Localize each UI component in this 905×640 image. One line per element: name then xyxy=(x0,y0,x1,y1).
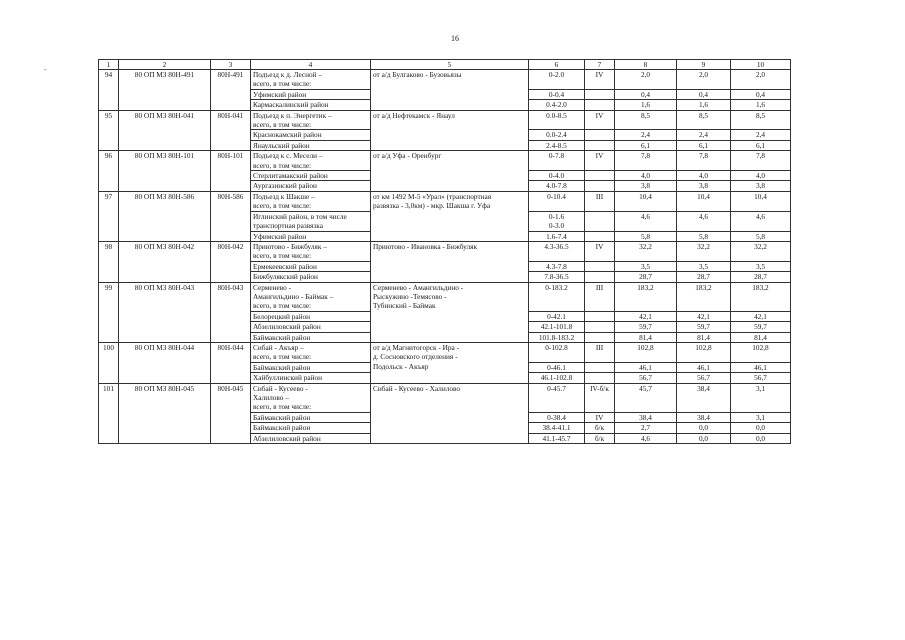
km-range: 0.0-8.5 xyxy=(529,110,585,130)
length-value: 4,6 xyxy=(731,211,791,231)
km-range: 38.4-41.1 xyxy=(529,423,585,433)
length-value: 2,4 xyxy=(677,130,731,140)
km-range: 0.0-2.4 xyxy=(529,130,585,140)
km-range: 0-183.2 xyxy=(529,282,585,311)
length-value: 46,1 xyxy=(615,362,677,372)
length-value: 4,0 xyxy=(615,171,677,181)
length-value: 0,4 xyxy=(677,89,731,99)
road-category: III xyxy=(585,191,615,211)
district-name: Абзелиловский район xyxy=(251,322,371,332)
route-description: от км 1492 М-5 «Урал» (транспортная развязка - 3,0км) - мкр. Шакша г. Уфа xyxy=(371,191,529,241)
km-range: 4.0-7.8 xyxy=(529,181,585,191)
length-value: 0,0 xyxy=(731,433,791,443)
road-code: 80Н-041 xyxy=(211,110,251,151)
length-value: 183,2 xyxy=(731,282,791,311)
length-value: 3,8 xyxy=(615,181,677,191)
road-category: IV xyxy=(585,412,615,422)
table-row xyxy=(99,151,791,171)
road-code: 80Н-045 xyxy=(211,383,251,443)
length-value: 4,0 xyxy=(677,171,731,181)
length-value: 56,7 xyxy=(677,373,731,383)
road-category: б/к xyxy=(585,433,615,443)
length-value: 32,2 xyxy=(615,241,677,261)
registration-number: 80 ОП МЗ 80Н-043 xyxy=(119,282,211,342)
length-value: 1,6 xyxy=(615,100,677,110)
table-row xyxy=(99,342,791,362)
length-value: 8,5 xyxy=(731,110,791,130)
road-category xyxy=(585,140,615,150)
road-name: Приютово - Бижбуляк – всего, в том числе: xyxy=(251,241,371,261)
length-value: 4,6 xyxy=(677,211,731,231)
length-value: 7,8 xyxy=(677,151,731,171)
length-value: 2,4 xyxy=(615,130,677,140)
length-value: 10,4 xyxy=(677,191,731,211)
district-name: Уфимский район xyxy=(251,231,371,241)
header-cell: 3 xyxy=(211,60,251,70)
length-value: 42,1 xyxy=(677,311,731,321)
km-range: 0-38.4 xyxy=(529,412,585,422)
length-value: 1,6 xyxy=(677,100,731,110)
registration-number: 80 ОП МЗ 80Н-042 xyxy=(119,241,211,282)
road-category xyxy=(585,311,615,321)
length-value: 3,5 xyxy=(615,261,677,271)
route-description: от а/д Уфа - Оренбург xyxy=(371,151,529,192)
table-row xyxy=(99,241,791,261)
route-description: Серменево - Амангильдино - Рыскужино -Темясово - Тубинский - Баймак xyxy=(371,282,529,342)
length-value: 3,8 xyxy=(731,181,791,191)
header-cell: 9 xyxy=(677,60,731,70)
length-value: 38,4 xyxy=(615,412,677,422)
district-name: Баймакский район xyxy=(251,332,371,342)
length-value: 0,4 xyxy=(731,89,791,99)
road-category xyxy=(585,362,615,372)
header-cell: 5 xyxy=(371,60,529,70)
table-row xyxy=(99,70,791,90)
km-range: 7.8-36.5 xyxy=(529,272,585,282)
row-number: 94 xyxy=(99,70,119,111)
road-name: Подъезд к д. Лесной – всего, в том числе: xyxy=(251,70,371,90)
district-name: Стерлитамакский район xyxy=(251,171,371,181)
km-range: 2.4-8.5 xyxy=(529,140,585,150)
row-number: 95 xyxy=(99,110,119,151)
road-code: 80Н-586 xyxy=(211,191,251,241)
route-description: Приютово - Ивановка - Бижбуляк xyxy=(371,241,529,282)
route-description: Сибай - Кусеево - Халилово xyxy=(371,383,529,443)
registration-number: 80 ОП МЗ 80Н-101 xyxy=(119,151,211,192)
length-value: 32,2 xyxy=(731,241,791,261)
km-range: 42.1-101.8 xyxy=(529,322,585,332)
km-range: 0-10.4 xyxy=(529,191,585,211)
km-range: 0-45.7 xyxy=(529,383,585,412)
road-code: 80Н-491 xyxy=(211,70,251,111)
length-value: 8,5 xyxy=(677,110,731,130)
length-value: 42,1 xyxy=(731,311,791,321)
road-code: 80Н-043 xyxy=(211,282,251,342)
route-description: от а/д Булгаково - Бузовьязы xyxy=(371,70,529,111)
length-value: 38,4 xyxy=(677,412,731,422)
length-value: 10,4 xyxy=(615,191,677,211)
district-name: Баймакский район xyxy=(251,423,371,433)
length-value: 3,8 xyxy=(677,181,731,191)
length-value: 0,0 xyxy=(677,433,731,443)
length-value: 7,8 xyxy=(615,151,677,171)
road-category xyxy=(585,100,615,110)
length-value: 2,4 xyxy=(731,130,791,140)
km-range: 0-1.6 0-3.0 xyxy=(529,211,585,231)
road-name: Серменево - Амангильдино - Баймак – всего, в том числе: xyxy=(251,282,371,311)
row-number: 96 xyxy=(99,151,119,192)
length-value: 102,8 xyxy=(731,342,791,362)
length-value: 102,8 xyxy=(615,342,677,362)
road-category: III xyxy=(585,342,615,362)
road-code: 80Н-044 xyxy=(211,342,251,383)
row-number: 101 xyxy=(99,383,119,443)
length-value: 0,4 xyxy=(615,89,677,99)
district-name: Баймакский район xyxy=(251,362,371,372)
length-value: 4,6 xyxy=(615,433,677,443)
road-category xyxy=(585,272,615,282)
district-name: Аургазинский район xyxy=(251,181,371,191)
road-name: Сибай - Кусеево - Халилово – всего, в том числе: xyxy=(251,383,371,412)
length-value: 59,7 xyxy=(677,322,731,332)
road-category xyxy=(585,89,615,99)
district-name: Белорецкий район xyxy=(251,311,371,321)
length-value: 2,0 xyxy=(731,70,791,90)
row-number: 98 xyxy=(99,241,119,282)
road-category: IV xyxy=(585,70,615,90)
district-name: Иглинский район, в том числе транспортная развязка xyxy=(251,211,371,231)
district-name: Уфимский район xyxy=(251,89,371,99)
row-number: 99 xyxy=(99,282,119,342)
district-name: Баймакский район xyxy=(251,412,371,422)
road-category xyxy=(585,181,615,191)
km-range: 0.4-2.0 xyxy=(529,100,585,110)
road-code: 80Н-101 xyxy=(211,151,251,192)
length-value: 2,0 xyxy=(677,70,731,90)
header-cell: 6 xyxy=(529,60,585,70)
km-range: 0-2.0 xyxy=(529,70,585,90)
road-name: Подъезд к п. Энергетик – всего, в том числе: xyxy=(251,110,371,130)
road-category: IV xyxy=(585,241,615,261)
length-value: 6,1 xyxy=(731,140,791,150)
length-value: 56,7 xyxy=(615,373,677,383)
row-number: 97 xyxy=(99,191,119,241)
km-range: 1.6-7.4 xyxy=(529,231,585,241)
km-range: 0-4.0 xyxy=(529,171,585,181)
length-value: 2,0 xyxy=(615,70,677,90)
km-range: 0-46.1 xyxy=(529,362,585,372)
road-name: Подъезд к с. Месели – всего, в том числе: xyxy=(251,151,371,171)
length-value: 59,7 xyxy=(731,322,791,332)
length-value: 6,1 xyxy=(677,140,731,150)
header-cell: 2 xyxy=(119,60,211,70)
header-row xyxy=(99,60,791,70)
length-value: 81,4 xyxy=(677,332,731,342)
district-name: Ермекеевский район xyxy=(251,261,371,271)
length-value: 81,4 xyxy=(615,332,677,342)
length-value: 3,1 xyxy=(731,412,791,422)
stray-mark: - xyxy=(44,65,47,74)
km-range: 0-102.8 xyxy=(529,342,585,362)
registration-number: 80 ОП МЗ 80Н-045 xyxy=(119,383,211,443)
road-name: Подъезд к Шакше – всего, в том числе: xyxy=(251,191,371,211)
length-value: 32,2 xyxy=(677,241,731,261)
length-value: 5,8 xyxy=(677,231,731,241)
header-cell: 7 xyxy=(585,60,615,70)
road-name: Сибай - Акъяр – всего, в том числе: xyxy=(251,342,371,362)
length-value: 10,4 xyxy=(731,191,791,211)
length-value: 0,0 xyxy=(677,423,731,433)
registration-number: 80 ОП МЗ 80Н-041 xyxy=(119,110,211,151)
km-range: 0-0.4 xyxy=(529,89,585,99)
district-name: Бижбулякский район xyxy=(251,272,371,282)
length-value: 8,5 xyxy=(615,110,677,130)
road-category xyxy=(585,130,615,140)
length-value: 81,4 xyxy=(731,332,791,342)
length-value: 6,1 xyxy=(615,140,677,150)
length-value: 46,1 xyxy=(731,362,791,372)
length-value: 59,7 xyxy=(615,322,677,332)
km-range: 4.3-7.8 xyxy=(529,261,585,271)
km-range: 4.3-36.5 xyxy=(529,241,585,261)
length-value: 38,4 xyxy=(677,383,731,412)
route-description: от а/д Нефтекамск - Янаул xyxy=(371,110,529,151)
page-number: 16 xyxy=(451,34,459,43)
registration-number: 80 ОП МЗ 80Н-044 xyxy=(119,342,211,383)
km-range: 0-42.1 xyxy=(529,311,585,321)
length-value: 5,8 xyxy=(731,231,791,241)
header-cell: 4 xyxy=(251,60,371,70)
road-category xyxy=(585,332,615,342)
length-value: 4,6 xyxy=(615,211,677,231)
km-range: 46.1-102.8 xyxy=(529,373,585,383)
length-value: 183,2 xyxy=(615,282,677,311)
table-row xyxy=(99,383,791,412)
length-value: 2,7 xyxy=(615,423,677,433)
header-cell: 10 xyxy=(731,60,791,70)
header-cell: 1 xyxy=(99,60,119,70)
registration-number: 80 ОП МЗ 80Н-491 xyxy=(119,70,211,111)
length-value: 102,8 xyxy=(677,342,731,362)
road-code: 80Н-042 xyxy=(211,241,251,282)
road-category: IV-б/к xyxy=(585,383,615,412)
road-category xyxy=(585,322,615,332)
road-category xyxy=(585,373,615,383)
km-range: 41.1-45.7 xyxy=(529,433,585,443)
length-value: 3,5 xyxy=(677,261,731,271)
road-category: IV xyxy=(585,151,615,171)
route-description: от а/д Магнитогорск - Ира - д. Сосновского отделения - Подольск - Акъяр xyxy=(371,342,529,383)
length-value: 45,7 xyxy=(615,383,677,412)
district-name: Краснокамский район xyxy=(251,130,371,140)
km-range: 0-7.8 xyxy=(529,151,585,171)
road-category xyxy=(585,261,615,271)
length-value: 3,1 xyxy=(731,383,791,412)
road-category: IV xyxy=(585,110,615,130)
length-value: 28,7 xyxy=(615,272,677,282)
length-value: 183,2 xyxy=(677,282,731,311)
district-name: Кармаскалинский район xyxy=(251,100,371,110)
road-category: III xyxy=(585,282,615,311)
road-category: б/к xyxy=(585,423,615,433)
table-row xyxy=(99,191,791,211)
length-value: 46,1 xyxy=(677,362,731,372)
road-category xyxy=(585,211,615,231)
road-category xyxy=(585,171,615,181)
length-value: 28,7 xyxy=(731,272,791,282)
length-value: 5,8 xyxy=(615,231,677,241)
length-value: 3,5 xyxy=(731,261,791,271)
road-category xyxy=(585,231,615,241)
header-cell: 8 xyxy=(615,60,677,70)
length-value: 4,0 xyxy=(731,171,791,181)
km-range: 101.8-183.2 xyxy=(529,332,585,342)
road-table xyxy=(98,59,791,444)
district-name: Абзелиловский район xyxy=(251,433,371,443)
row-number: 100 xyxy=(99,342,119,383)
length-value: 0,0 xyxy=(731,423,791,433)
table-row xyxy=(99,282,791,311)
length-value: 42,1 xyxy=(615,311,677,321)
length-value: 28,7 xyxy=(677,272,731,282)
district-name: Хайбуллинский район xyxy=(251,373,371,383)
length-value: 56,7 xyxy=(731,373,791,383)
district-name: Янаульский район xyxy=(251,140,371,150)
length-value: 7,8 xyxy=(731,151,791,171)
length-value: 1,6 xyxy=(731,100,791,110)
table-row xyxy=(99,110,791,130)
registration-number: 80 ОП МЗ 80Н-586 xyxy=(119,191,211,241)
